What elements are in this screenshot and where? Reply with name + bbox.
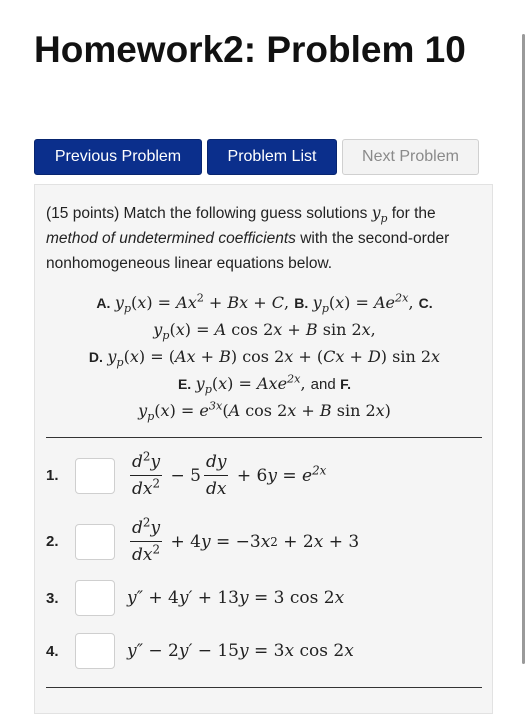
- equation-3: y″ + 4 y′ + 13 y = 3 cos 2 x: [127, 588, 345, 608]
- problem-list-button[interactable]: Problem List: [207, 139, 337, 175]
- equation-4: y″ − 2 y′ − 15 y = 3 x cos 2 x: [127, 641, 354, 661]
- equation-1: $\frac{d^2y}{dx^2}$ − 5 $\frac{dy}{dx}$ + 6 y = $e^{2x}$: [132, 449, 327, 499]
- option-b-label: B.: [294, 295, 309, 311]
- answer-input-4[interactable]: [75, 633, 115, 669]
- question-3: [46, 580, 344, 616]
- next-problem-button: Next Problem: [342, 139, 479, 175]
- prompt-text-3: with the second-order nonhomogeneous linear equations below.: [46, 230, 450, 272]
- option-d-label: D.: [88, 349, 103, 365]
- guess-options: [35, 289, 494, 424]
- divider-top: [46, 437, 482, 438]
- option-c-label: C.: [418, 295, 433, 311]
- and-text: and: [310, 376, 336, 393]
- option-e-formula: $y_p(x) = Axe^{2x}$,: [195, 372, 311, 397]
- option-a-formula: $y_p(x) = Ax^2 + Bx + C$,: [114, 291, 295, 316]
- problem-panel: [34, 184, 493, 714]
- problem-prompt: [46, 201, 478, 276]
- option-b-formula: $y_p(x) = Ae^{2x}$,: [312, 291, 419, 316]
- option-d-formula: $y_p(x) = (Ax + B)$ cos 2x + (Cx + D) sin 2x: [107, 347, 441, 370]
- question-4: [46, 633, 354, 669]
- option-c-formula: $y_p(x) = A$ cos 2x + B sin 2x,: [153, 320, 376, 343]
- divider-bottom: [46, 687, 482, 688]
- question-3-number: 3.: [46, 589, 59, 607]
- scrollbar[interactable]: [522, 34, 525, 664]
- page-title: Homework2: Problem 10: [34, 29, 466, 70]
- answer-input-3[interactable]: [75, 580, 115, 616]
- option-f-formula: $y_p(x) = e^{3x}(A$ cos 2x + B sin 2x): [138, 399, 391, 424]
- yp-symbol: $y_p$: [371, 204, 388, 226]
- option-f-label: F.: [340, 376, 352, 392]
- points-label: (15 points): [46, 205, 120, 222]
- question-1-number: 1.: [46, 467, 59, 484]
- prompt-text-2: for the: [391, 205, 436, 222]
- method-name: method of undetermined coefficients: [46, 230, 296, 247]
- option-e-label: E.: [177, 376, 192, 392]
- previous-problem-button[interactable]: Previous Problem: [34, 139, 202, 175]
- question-2: [46, 517, 359, 566]
- prompt-text-1: Match the following guess solutions: [123, 205, 368, 222]
- answer-input-1[interactable]: [75, 458, 115, 494]
- question-2-number: 2.: [46, 533, 59, 550]
- option-a-label: A.: [96, 295, 111, 311]
- problem-navigation: [34, 139, 479, 175]
- question-1: [46, 451, 326, 500]
- answer-input-2[interactable]: [75, 524, 115, 560]
- question-4-number: 4.: [46, 642, 59, 660]
- equation-2: $\frac{d^2y}{dx^2}$ + 4 y = −3 x 2 + 2 x + 3: [132, 515, 360, 565]
